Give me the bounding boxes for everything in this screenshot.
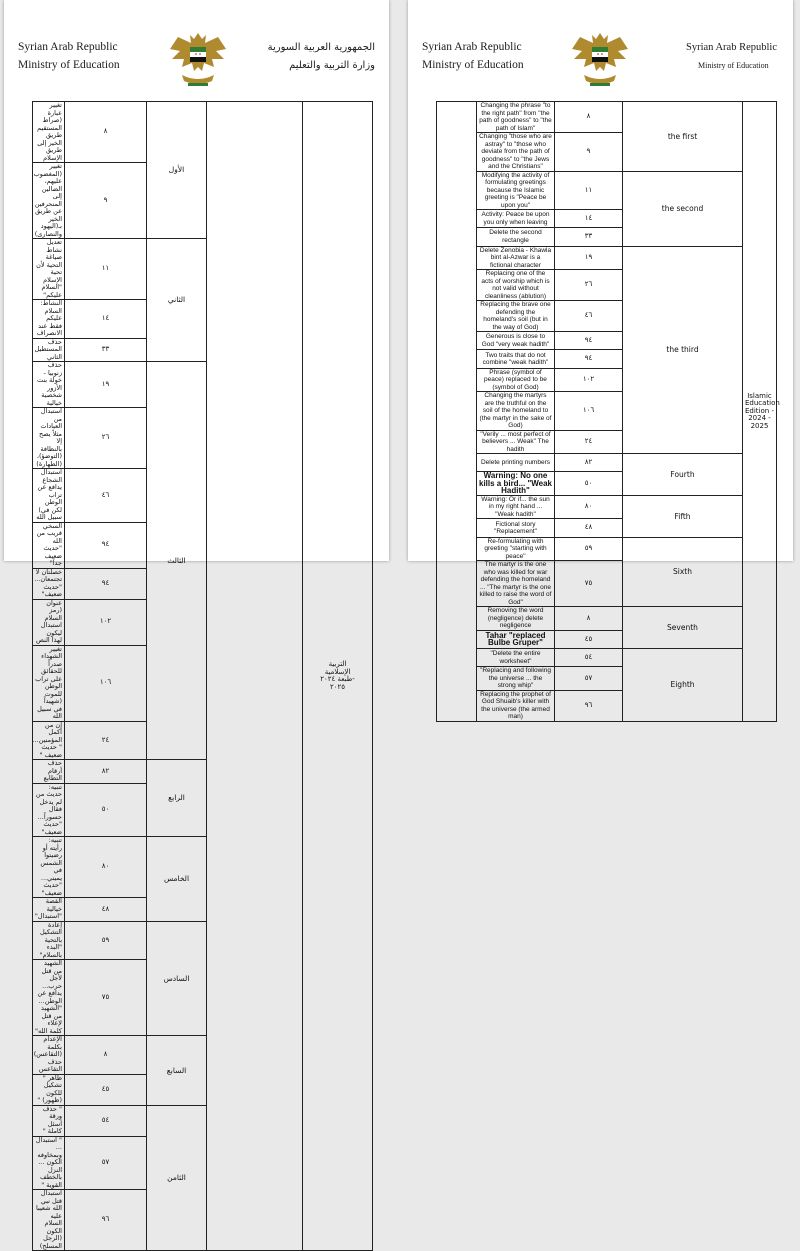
correction-text: Activity: Peace be upon you only when leaving <box>477 210 555 228</box>
page-number: ٢٤ <box>555 430 623 454</box>
page-number: ١٩ <box>65 362 147 408</box>
correction-text: " حذف ورقة أسئل كاملة " <box>33 1105 65 1136</box>
page-number: ٧٥ <box>65 960 147 1036</box>
page-number: ٥٧ <box>65 1136 147 1190</box>
correction-text: تنبيه: رأيته أو رضيتوا الشمس في يميني... "حديث ضعيف" <box>33 837 65 898</box>
correction-text: Warning: No one kills a bird... "Weak Hadith" <box>477 472 555 496</box>
correction-text: Re-formulating with greeting "starting with peace" <box>477 537 555 561</box>
book-title-line: الإسلامية <box>324 667 351 676</box>
correction-text: Generous is close to God "very weak hadith" <box>477 332 555 350</box>
page-number: ٩٤ <box>555 332 623 350</box>
correction-text: السخي قريب من الله "حديث ضعيف جداً" <box>33 522 65 568</box>
page-number: ١٠٢ <box>65 599 147 645</box>
corrections-table-en <box>436 101 780 722</box>
correction-text: تغيير عبارة (صراط المستقيم طريق الخير إلى طريق الإسلام <box>33 102 65 163</box>
page-number: ٧٥ <box>555 561 623 607</box>
page-number: ١٩ <box>555 246 623 270</box>
grade-cell: السابع <box>147 1036 207 1106</box>
correction-text: Fictional story "Replacement" <box>477 519 555 537</box>
page-number: ٢٦ <box>65 408 147 469</box>
page-number: ٨٠ <box>555 495 623 519</box>
page-number: ٩٤ <box>65 522 147 568</box>
correction-text: تنبيه: حديث من لم يدخل فقال حسوراً... "حديث ضعيف" <box>33 783 65 837</box>
page-number: ٤٥ <box>555 630 623 648</box>
correction-text: Delete the second rectangle <box>477 228 555 246</box>
page-number: ١١ <box>555 171 623 210</box>
correction-text: إعادة التشكيل بالتحية "البدء بالسلام" <box>33 921 65 960</box>
grade-cell: Fifth <box>623 495 743 537</box>
correction-text: Replacing one of the acts of worship which is not valid without cleanliness (ablution) <box>477 270 555 301</box>
page-number: ٣٣ <box>65 338 147 362</box>
page-number: ٨٢ <box>555 454 623 472</box>
grade-cell: the first <box>623 102 743 172</box>
corrections-table-ar <box>32 101 373 1251</box>
page-number: ٨ <box>65 102 147 163</box>
book-title-line: ٢٠٢٥ <box>329 682 346 691</box>
correction-text: تغيير الشهداء صدراً للحقائق على تراب الوطن للموت (شهيداً في سبيل الله <box>33 645 65 721</box>
table-row <box>437 607 777 631</box>
page-number: ١٠٦ <box>555 392 623 431</box>
page-number: ٨ <box>65 1036 147 1075</box>
table-row <box>33 102 373 163</box>
correction-text: Delete printing numbers <box>477 454 555 472</box>
book-title-line: 2025 <box>750 421 769 430</box>
grade-cell: الرابع <box>147 760 207 837</box>
grade-cell: the third <box>623 246 743 454</box>
english-page <box>408 0 793 721</box>
header-country-ar: الجمهورية العربية السورية <box>267 42 375 53</box>
correction-text: عنوان (رمز السلام استبدال ليكون لهذا النص <box>33 599 65 645</box>
book-title-cell <box>743 102 780 722</box>
correction-text: Changing "those who are astray" to "those who deviate from the path of goodness" to "the Jews and the Christians" <box>477 133 555 172</box>
book-title-line: التربية <box>328 660 347 668</box>
correction-text: خصلتان لا تجتمعان... "حديث ضعيف" <box>33 568 65 599</box>
book-title-line: طبعة ٢٠٢٤- <box>320 675 355 683</box>
page-number: ٤٥ <box>65 1074 147 1105</box>
page-number: ١٤ <box>65 300 147 339</box>
page-number: ٤٦ <box>65 469 147 523</box>
correction-text: تغيير (المغضوب عليهم، الضالين إلى المنحرفين عن طريق الخير بـ(اليهود والنصارى) <box>33 163 65 239</box>
header-country-en-left: Syrian Arab Republic <box>422 41 522 53</box>
correction-text: Tahar "replaced Bulbe Gruper" <box>477 630 555 648</box>
book-title-cell <box>303 102 373 1251</box>
header-country-en: Syrian Arab Republic <box>18 41 118 53</box>
book-title-line: Education <box>745 399 780 408</box>
eagle-emblem-icon <box>168 27 228 91</box>
page-number: ٩ <box>65 163 147 239</box>
correction-text: " استبدال ... وبمخاوفه الكون ... النزل بالخطف القوية " <box>33 1136 65 1190</box>
correction-text: حذف أرقام التطابع <box>33 760 65 784</box>
eagle-emblem-icon <box>570 27 630 91</box>
table-row <box>437 171 777 210</box>
grade-cell: الثامن <box>147 1105 207 1251</box>
page-number: ٩٦ <box>555 690 623 721</box>
grade-cell: Sixth <box>623 537 743 607</box>
page-number: ٩ <box>555 133 623 172</box>
page-number: ٥٠ <box>555 472 623 496</box>
page-number: ١٤ <box>555 210 623 228</box>
book-title-line: Islamic <box>747 391 772 400</box>
page-number: ٤٨ <box>65 898 147 922</box>
page-number: ٢٤ <box>65 721 147 760</box>
page-number: ٥٩ <box>555 537 623 561</box>
grade-cell: Seventh <box>623 607 743 649</box>
page-number: ١٠٢ <box>555 368 623 392</box>
page-number: ١١ <box>65 239 147 300</box>
grade-cell: السادس <box>147 921 207 1036</box>
table-row <box>437 495 777 519</box>
page-number: ٨٠ <box>65 837 147 898</box>
blank-column <box>207 102 303 1251</box>
blank-column <box>437 102 477 722</box>
correction-text: القصة خيالية "استبدال" <box>33 898 65 922</box>
page-number: ٣٣ <box>555 228 623 246</box>
page-number: ٤٦ <box>555 301 623 332</box>
grade-cell: الثاني <box>147 239 207 362</box>
correction-text: تعديل نشاط صياغة التحية لأن تحية الإسلام "السلام عليكم" <box>33 239 65 300</box>
page-number: ٥٧ <box>555 667 623 691</box>
correction-text: Delete Zenobia - Khawla bint al-Azwar is a fictional character <box>477 246 555 270</box>
correction-text: Phrase (symbol of peace) replaced to be (symbol of God) <box>477 368 555 392</box>
correction-text: الإعدام بكلمة (التقاعس) حذف التقاعس <box>33 1036 65 1075</box>
book-title-line: Edition - 2024 - <box>745 406 774 423</box>
correction-text: Changing the phrase "to the right path" from "the path of goodness" to "the path of Islam" <box>477 102 555 133</box>
header-ministry-en-right: Ministry of Education <box>698 61 769 70</box>
page-number: ٥٩ <box>65 921 147 960</box>
correction-text: Modifying the activity of formulating greetings because the Islamic greeting is "Peace be upon you" <box>477 171 555 210</box>
grade-cell: الأول <box>147 102 207 239</box>
page-number: ٨٢ <box>65 760 147 784</box>
correction-text: Two traits that do not combine "weak hadith" <box>477 350 555 368</box>
correction-text: ظاهر " تشكيل للكون (ظهور) " <box>33 1074 65 1105</box>
grade-cell: Eighth <box>623 649 743 722</box>
grade-cell: Fourth <box>623 454 743 496</box>
correction-text: استبدال الشجاع يدافع عن تراب الوطن لكن في) سبيل الله <box>33 469 65 523</box>
table-row <box>437 649 777 667</box>
correction-text: "Replacing and following the universe ... the strong whip" <box>477 667 555 691</box>
page-number: ٤٨ <box>555 519 623 537</box>
page-number: ٢٦ <box>555 270 623 301</box>
correction-text: استبدال قتل نبي الله شعيبا عليه السلام الكون (الرجل المسلح) <box>33 1190 65 1251</box>
correction-text: حذف المستطيل الثاني <box>33 338 65 362</box>
correction-text: إن من أكمل المؤمنين... " حديث ضعيف " <box>33 721 65 760</box>
correction-text: Removing the word (negligence) delete negligence <box>477 607 555 631</box>
table-row <box>437 454 777 472</box>
correction-text: النشاط: السلام عليكم فقط عند الانصراف <box>33 300 65 339</box>
header-ministry-en: Ministry of Education <box>18 59 120 71</box>
page-number: ٥٤ <box>555 649 623 667</box>
header-ministry-ar: وزارة التربية والتعليم <box>289 60 375 71</box>
correction-text: "Verily ... most perfect of believers ... Weak" The hadith <box>477 430 555 454</box>
header-country-en-right: Syrian Arab Republic <box>686 42 777 53</box>
grade-cell: the second <box>623 171 743 246</box>
page-number: ٨ <box>555 607 623 631</box>
page-number: ٥٠ <box>65 783 147 837</box>
grade-cell: الثالث <box>147 362 207 760</box>
correction-text: Changing the martyrs are the truthful on the soil of the homeland to (the martyr in the sake of God) <box>477 392 555 431</box>
page-number: ١٠٦ <box>65 645 147 721</box>
correction-text: "Delete the entire worksheet" <box>477 649 555 667</box>
table-row <box>437 537 777 561</box>
arabic-page <box>4 0 389 1250</box>
page-number: ٨ <box>555 102 623 133</box>
correction-text: Replacing the prophet of God Shuaib's killer with the universe (the armed man) <box>477 690 555 721</box>
grade-cell: الخامس <box>147 837 207 922</box>
correction-text: Replacing the brave one defending the homeland's soil (but in the way of God) <box>477 301 555 332</box>
page-number: ٩٤ <box>555 350 623 368</box>
page-number: ٥٤ <box>65 1105 147 1136</box>
header-ministry-en-left: Ministry of Education <box>422 59 524 71</box>
correction-text: The martyr is the one who was killed for war defending the homeland ... "The martyr is the one killed to raise the word of God" <box>477 561 555 607</box>
correction-text: Warning: Or if... the sun in my right hand ... "Weak hadith" <box>477 495 555 519</box>
table-row <box>437 246 777 270</box>
correction-text: الشهيد من قتل لأجل حرب... يدافع عن الوطن... "الشهيد من قتل لإعلاء كلمة الله" <box>33 960 65 1036</box>
table-row <box>437 102 777 133</box>
correction-text: استبدال من العبادات مثلاً يصح إلا بالنظافة (التوضؤ)، (الطهارة) <box>33 408 65 469</box>
page-number: ٩٤ <box>65 568 147 599</box>
page-number: ٩٦ <box>65 1190 147 1251</box>
correction-text: حذف زنوبيا - خولة بنت الأزور شخصية خيالية <box>33 362 65 408</box>
